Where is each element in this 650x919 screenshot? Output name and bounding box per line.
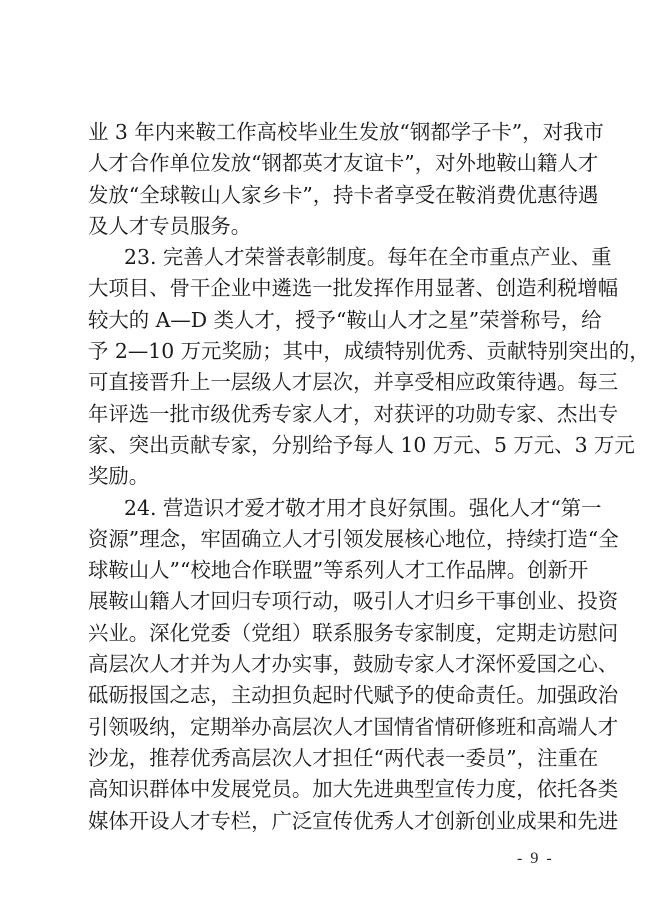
text-line: 沙龙，推荐优秀高层次人才担任“两代表一委员”，注重在	[88, 745, 599, 770]
text-line: 发放“全球鞍山人家乡卡”，持卡者享受在鞍消费优惠待遇	[88, 182, 599, 207]
text-line: 媒体开设人才专栏，广泛宣传优秀人才创新创业成果和先进	[88, 808, 619, 833]
text-line: 业 3 年内来鞍工作高校毕业生发放“钢都学子卡”，对我市	[88, 120, 604, 144]
text-line: 引领吸纳，定期举办高层次人才国情省情研修班和高端人才	[88, 714, 619, 739]
text-line: 奖励。	[88, 464, 150, 489]
text-line: 24. 营造识才爱才敬才用才良好氛围。强化人才“第一	[124, 495, 602, 520]
text-line: 年评选一批市级优秀专家人才，对获评的功勋专家、杰出专	[88, 401, 619, 426]
text-line: 较大的 A—D 类人才，授予“鞍山人才之星”荣誉称号，给	[88, 307, 602, 332]
text-line: 球鞍山人”“校地合作联盟”等系列人才工作品牌。创新开	[88, 558, 589, 583]
text-line: 兴业。深化党委（党组）联系服务专家制度，定期走访慰问	[88, 620, 619, 645]
text-line: 大项目、骨干企业中遴选一批发挥作用显著、创造利税增幅	[88, 276, 619, 301]
text-line: 予 2—10 万元奖励；其中，成绩特别优秀、贡献特别突出的，	[88, 339, 650, 364]
page-number: - 9 -	[517, 850, 554, 867]
text-line: 砥砺报国之志，主动担负起时代赋予的使命责任。加强政治	[88, 683, 619, 708]
text-line: 资源”理念，牢固确立人才引领发展核心地位，持续打造“全	[88, 526, 619, 551]
text-line: 高知识群体中发展党员。加大先进典型宣传力度，依托各类	[88, 777, 619, 802]
text-line: 可直接晋升上一层级人才层次，并享受相应政策待遇。每三	[88, 370, 619, 395]
text-line: 及人才专员服务。	[88, 213, 252, 238]
document-body	[88, 117, 650, 837]
text-line: 高层次人才并为人才办实事，鼓励专家人才深怀爱国之心、	[88, 652, 619, 677]
text-line: 23. 完善人才荣誉表彰制度。每年在全市重点产业、重	[124, 245, 612, 270]
text-line: 家、突出贡献专家，分别给予每人 10 万元、5 万元、3 万元	[88, 432, 635, 457]
text-line: 展鞍山籍人才回归专项行动，吸引人才归乡干事创业、投资	[88, 589, 619, 614]
text-line: 人才合作单位发放“钢都英才友谊卡”，对外地鞍山籍人才	[88, 151, 599, 176]
